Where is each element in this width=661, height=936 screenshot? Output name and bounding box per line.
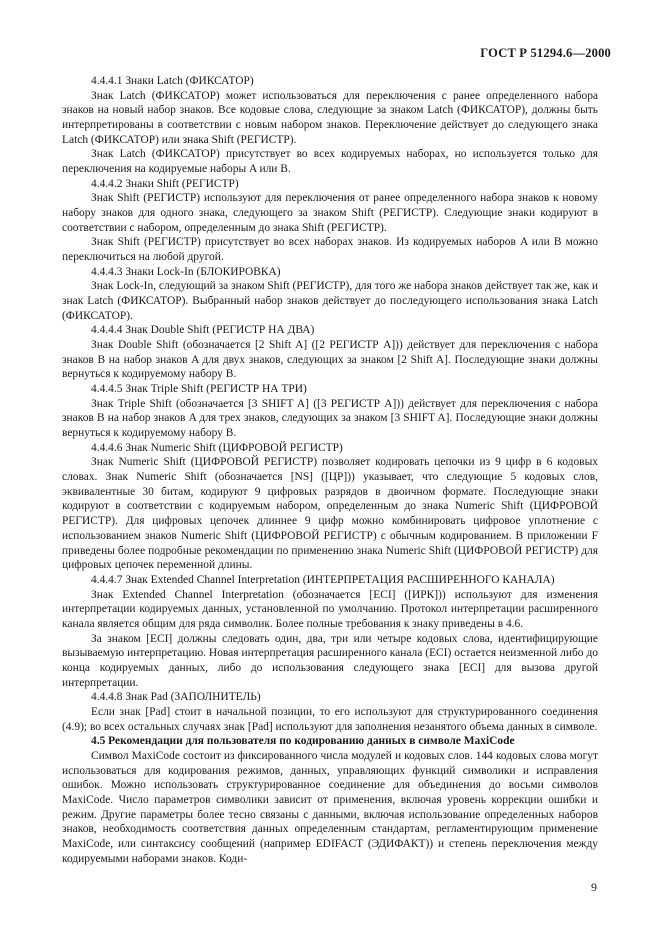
document-header: ГОСТ Р 51294.6—2000 bbox=[480, 46, 611, 60]
paragraph: Знак Lock-In, следующий за знаком Shift (РЕГИСТР), для того же набора знаков действует так же, как и знак Latch (ФИКСАТОР). Выбранный набор знаков действует до последующего использования знака Latch (ФИКСАТОР). bbox=[62, 280, 598, 322]
paragraph: Символ MaxiCode состоит из фиксированного числа модулей и кодовых слов. 144 кодовых слова могут использоваться для кодирования режимов, данных, управляющих функций символики и исправления ошибок. Можно использовать структурированное соединение для объединения до восьми символов MaxiCode. Число параметров символики зависит от применения, включая уровень коррекции ошибки и режим. Другие параметры более тесно связаны с данными, включая использование определенных наборов знаков, необходимость соответствия данных определенным стандартам, регламентирующим применение MaxiCode, или синтаксису сообщений (например EDIFACT (ЭДИФАКТ)) и степень переключения между кодируемыми наборами знаков. Коди- bbox=[62, 749, 598, 865]
section-heading-4-4-4-2: 4.4.4.2 Знаки Shift (РЕГИСТР) bbox=[91, 177, 239, 190]
section-heading-4-4-4-5: 4.4.4.5 Знак Triple Shift (РЕГИСТР НА ТРИ) bbox=[91, 383, 307, 396]
section-heading-4-4-4-8: 4.4.4.8 Знак Pad (ЗАПОЛНИТЕЛЬ) bbox=[91, 691, 261, 704]
paragraph: Если знак [Pad] стоит в начальной позиции, то его используют для структурированного соединения (4.9); во всех остальных случаях знак [Pad] используют для заполнения незанятого объема данных в символе. bbox=[62, 705, 598, 733]
paragraph: Знак Numeric Shift (ЦИФРОВОЙ РЕГИСТР) позволяет кодировать цепочки из 9 цифр в 6 кодовых словах. Знак Numeric Shift (обозначается [NS] ([ЦР])) указывает, что следующие 5 кодовых слов, эквивалентные 30 битам, кодируют 9 цифровых разрядов в двоичном формате. Последующие знаки кодируют в соответствии с кодируемым набором, определенным до знака Numeric Shift (ЦИФРОВОЙ РЕГИСТР). Для цифровых цепочек длиннее 9 цифр можно комбинировать цифровое уплотнение с использованием знаков Numeric Shift (ЦИФРОВОЙ РЕГИСТР) с обычным кодированием. В приложении F приведены более подробные рекомендации по применению знака Numeric Shift (ЦИФРОВОЙ РЕГИСТР) для цифровых цепочек переменной длины. bbox=[62, 456, 598, 572]
section-heading-4-4-4-4: 4.4.4.4 Знак Double Shift (РЕГИСТР НА ДВА) bbox=[91, 324, 315, 337]
section-heading-4-4-4-1: 4.4.4.1 Знаки Latch (ФИКСАТОР) bbox=[91, 75, 254, 87]
section-heading-4-4-4-6: 4.4.4.6 Знак Numeric Shift (ЦИФРОВОЙ РЕГИСТР) bbox=[91, 441, 343, 454]
section-heading-4-4-4-7: 4.4.4.7 Знак Extended Channel Interpretation (ИНТЕРПРЕТАЦИЯ РАСШИРЕННОГО КАНАЛА) bbox=[91, 573, 555, 586]
paragraph: Знак Latch (ФИКСАТОР) присутствует во всех кодируемых наборах, но используется только для переключения на кодируемые наборы A или B. bbox=[62, 148, 598, 176]
paragraph: Знак Triple Shift (обозначается [3 SHIFT A] ([3 РЕГИСТР A])) действует для переключения с набора знаков B на набор знаков A для трех знаков, следующих за знаком [3 SHIFT A]. Последующие знаки должны вернуться к кодируемому набору B. bbox=[62, 397, 598, 440]
paragraph: Знак Extended Channel Interpretation (обозначается [ECI] ([ИРК])) используют для изменения интерпретации кодируемых данных, установленной по умолчанию. Протокол интерпретации расширенного канала является общим для ряда символик. Более полные требования к знаку приведены в 4.6. bbox=[62, 588, 598, 630]
paragraph: Знак Double Shift (обозначается [2 Shift A] ([2 РЕГИСТР A])) действует для переключения с набора знаков B на набор знаков A для двух знаков, следующих за знаком [2 Shift A]. Последующие знаки должны вернуться к кодируемому набору B. bbox=[62, 339, 598, 381]
document-body bbox=[62, 74, 598, 866]
paragraph: Знак Shift (РЕГИСТР) используют для переключения от ранее определенного набора знаков к новому набору знаков для одного знака, следующего за знаком Shift (РЕГИСТР). Следующие знаки кодируют в соответствии с набором, определенным до знака Shift (РЕГИСТР). bbox=[62, 192, 598, 234]
paragraph: За знаком [ECI] должны следовать один, два, три или четыре кодовых слова, идентифицирующие вызываемую интерпретацию. Новая интерпретация расширенного канала (ECI) остается неизменной либо до конца кодируемых данных, либо до использования следующего знака [ECI] для вызова другой интерпретации. bbox=[62, 632, 598, 689]
paragraph: Знак Shift (РЕГИСТР) присутствует во всех наборах знаков. Из кодируемых наборов A или B можно переключиться на любой другой. bbox=[62, 236, 598, 264]
page-number: 9 bbox=[591, 880, 597, 894]
section-heading-4-4-4-3: 4.4.4.3 Знаки Lock-In (БЛОКИРОВКА) bbox=[91, 265, 281, 278]
paragraph: Знак Latch (ФИКСАТОР) может использоваться для переключения с ранее определенного набора знаков на новый набор знаков. Все кодовые слова, следующие за знаком Latch (ФИКСАТОР), должны быть интерпретированы в соответствии с новым набором знаков. Переключение действует до следующего знака Latch (ФИКСАТОР) или знака Shift (РЕГИСТР). bbox=[62, 89, 598, 146]
section-heading-4-5: 4.5 Рекомендации для пользователя по кодированию данных в символе MaxiCode bbox=[91, 735, 515, 748]
